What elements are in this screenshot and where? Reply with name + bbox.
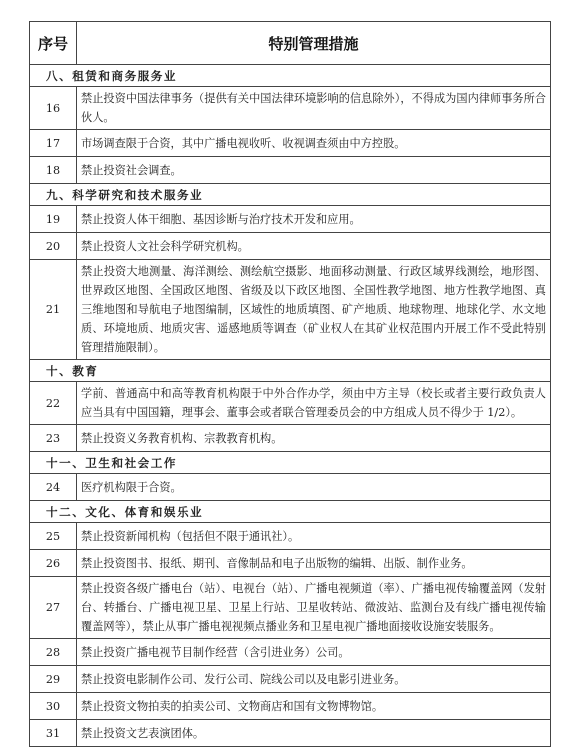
table-row: [30, 693, 551, 720]
section-title: 十、教育: [30, 360, 551, 382]
row-text: 禁止投资新闻机构（包括但不限于通讯社）。: [77, 523, 551, 550]
section-row: [30, 360, 551, 382]
table-row: [30, 206, 551, 233]
row-number: 17: [30, 130, 77, 157]
row-text: 禁止投资大地测量、海洋测绘、测绘航空摄影、地面移动测量、行政区域界线测绘，地形图、世界政区地图、全国政区地图、省级及以下政区地图、全国性教学地图、地方性教学地图、真三维地图和导航电子地图编制，区域性的地质填图、矿产地质、地球物理、地球化学、水文地质、环境地质、地质灾害、遥感地质等调查（矿业权人在其矿业权范围内开展工作不受此特别管理措施限制）。: [77, 260, 551, 360]
row-number: 20: [30, 233, 77, 260]
document: [29, 21, 550, 747]
row-number: 30: [30, 693, 77, 720]
row-number: 27: [30, 577, 77, 639]
table-row: [30, 382, 551, 425]
table-row: [30, 233, 551, 260]
table-row: [30, 260, 551, 360]
row-number: 31: [30, 720, 77, 747]
header-no: 序号: [30, 22, 77, 65]
table-row: [30, 577, 551, 639]
table-row: [30, 666, 551, 693]
row-number: 21: [30, 260, 77, 360]
special-measures-table: [29, 21, 551, 747]
table-row: [30, 157, 551, 184]
row-number: 26: [30, 550, 77, 577]
table-row: [30, 523, 551, 550]
section-title: 九、科学研究和技术服务业: [30, 184, 551, 206]
section-row: [30, 501, 551, 523]
row-number: 25: [30, 523, 77, 550]
row-number: 19: [30, 206, 77, 233]
table-row: [30, 550, 551, 577]
table-row: [30, 87, 551, 130]
row-text: 禁止投资广播电视节目制作经营（含引进业务）公司。: [77, 639, 551, 666]
table-row: [30, 720, 551, 747]
row-text: 医疗机构限于合资。: [77, 474, 551, 501]
row-text: 学前、普通高中和高等教育机构限于中外合作办学，须由中方主导（校长或者主要行政负责人应当具有中国国籍，理事会、董事会或者联合管理委员会的中方组成人员不得少于 1/2）。: [77, 382, 551, 425]
table-row: [30, 474, 551, 501]
row-number: 24: [30, 474, 77, 501]
row-text: 禁止投资人文社会科学研究机构。: [77, 233, 551, 260]
header-measures: 特别管理措施: [77, 22, 551, 65]
row-number: 16: [30, 87, 77, 130]
row-number: 18: [30, 157, 77, 184]
row-number: 23: [30, 425, 77, 452]
row-text: 禁止投资中国法律事务（提供有关中国法律环境影响的信息除外），不得成为国内律师事务所合伙人。: [77, 87, 551, 130]
table-row: [30, 425, 551, 452]
row-text: 禁止投资文物拍卖的拍卖公司、文物商店和国有文物博物馆。: [77, 693, 551, 720]
section-row: [30, 184, 551, 206]
section-title: 十二、文化、体育和娱乐业: [30, 501, 551, 523]
table-row: [30, 130, 551, 157]
section-title: 十一、卫生和社会工作: [30, 452, 551, 474]
row-number: 28: [30, 639, 77, 666]
row-number: 29: [30, 666, 77, 693]
row-text: 禁止投资社会调查。: [77, 157, 551, 184]
row-text: 禁止投资义务教育机构、宗教教育机构。: [77, 425, 551, 452]
table-row: [30, 639, 551, 666]
row-text: 禁止投资图书、报纸、期刊、音像制品和电子出版物的编辑、出版、制作业务。: [77, 550, 551, 577]
row-text: 禁止投资电影制作公司、发行公司、院线公司以及电影引进业务。: [77, 666, 551, 693]
table-header-row: [30, 22, 551, 65]
row-number: 22: [30, 382, 77, 425]
section-title: 八、租赁和商务服务业: [30, 65, 551, 87]
section-row: [30, 65, 551, 87]
row-text: 禁止投资各级广播电台（站）、电视台（站）、广播电视频道（率）、广播电视传输覆盖网（发射台、转播台、广播电视卫星、卫星上行站、卫星收转站、微波站、监测台及有线广播电视传输覆盖网等），禁止从事广播电视视频点播业务和卫星电视广播地面接收设施安装服务。: [77, 577, 551, 639]
row-text: 市场调查限于合资，其中广播电视收听、收视调查须由中方控股。: [77, 130, 551, 157]
row-text: 禁止投资人体干细胞、基因诊断与治疗技术开发和应用。: [77, 206, 551, 233]
row-text: 禁止投资文艺表演团体。: [77, 720, 551, 747]
section-row: [30, 452, 551, 474]
